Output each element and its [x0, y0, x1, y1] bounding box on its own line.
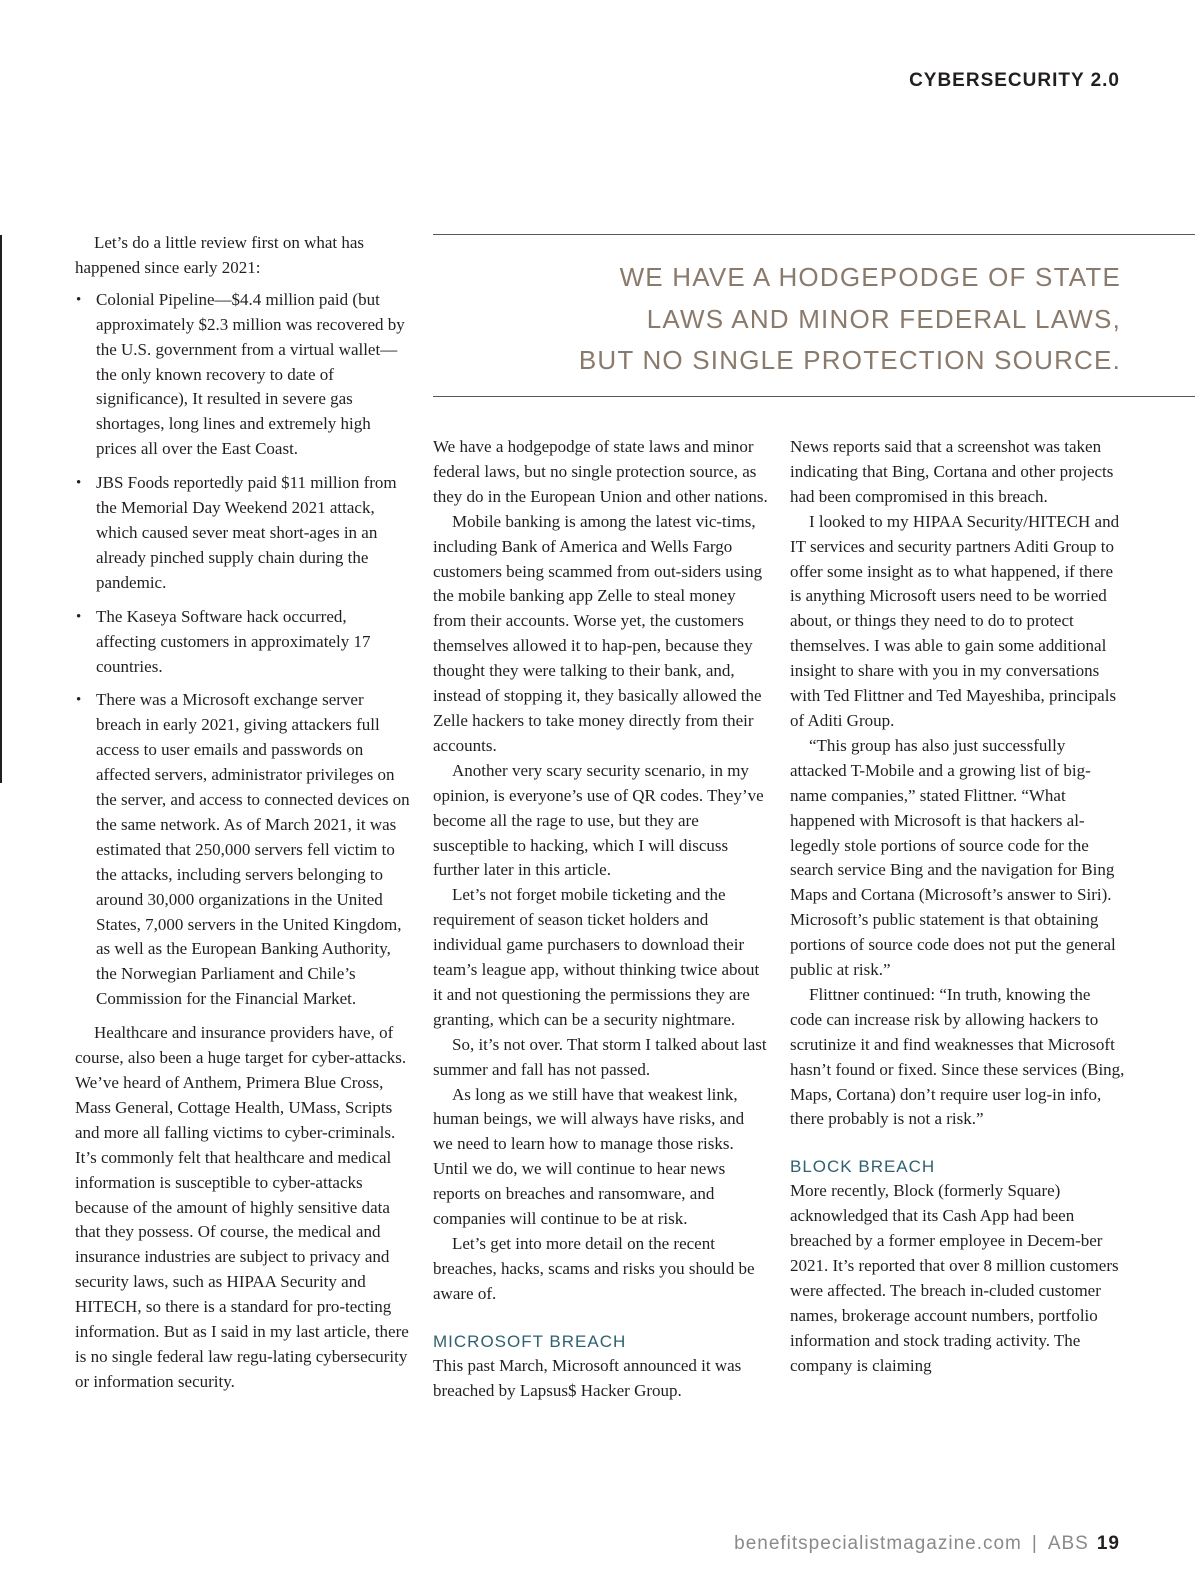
section-title: CYBERSECURITY 2.0: [909, 70, 1120, 91]
footer-publication: ABS: [1047, 1533, 1089, 1554]
body-paragraph: Another very scary security scenario, in my opinion, is everyone’s use of QR codes. They’ve become all the rage to use, but they are susceptible to hacking, which I will discuss further later in this article.: [433, 760, 764, 880]
body-paragraph: This past March, Microsoft announced it was breached by Lapsus$ Hacker Group.: [433, 1355, 742, 1400]
body-paragraph: So, it’s not over. That storm I talked about last summer and fall has not passed.: [433, 1034, 767, 1079]
body-paragraph: I looked to my HIPAA Security/HITECH and IT services and security partners Aditi Group to offer some insight as to what happened, if there is anything Microsoft users need to be worried about, or things they need to do to protect themselves. I was able to gain some additional insight to share with you in my conversations with Ted Flittner and Ted Mayeshiba, principals of Aditi Group.: [790, 511, 1120, 730]
list-item: • JBS Foods reportedly paid $11 million from the Memorial Day Weekend 2021 attack, which caused sever meat short-ages in an already pinched supply chain during the pandemic.: [75, 471, 410, 596]
list-item: • Colonial Pipeline—$4.4 million paid (but approximately $2.3 million was recovered by the U.S. government from a virtual wallet—the only known recovery to date of significance), It resulted in severe gas shortages, long lines and extremely high prices all over the East Coast.: [75, 288, 410, 462]
body-paragraph: Let’s get into more detail on the recent breaches, hacks, scams and risks you should be aware of.: [433, 1234, 755, 1303]
column-middle: [433, 435, 768, 1404]
body-paragraph: “This group has also just successfully attacked T-Mobile and a growing list of big-name companies,” stated Flittner. “What happened with Microsoft is that hackers al-legedly stole portions of source code for the search service Bing and the navigation for Bing Maps and Cortana (Microsoft’s answer to Siri). Microsoft’s public statement is that obtaining portions of source code does not put the general public at risk.”: [790, 735, 1116, 980]
body-paragraph: More recently, Block (formerly Square) acknowledged that its Cash App had been breached by a former employee in Decem-ber 2021. It’s reported that over 8 million customers were affected. The breach in-cluded customer names, brokerage account numbers, portfolio information and stock trading activity. The company is claiming: [790, 1181, 1119, 1375]
subhead-block-breach: BLOCK BREACH: [790, 1157, 936, 1177]
pull-quote-text: WE HAVE A HODGEPODGE OF STATE LAWS AND MINOR FEDERAL LAWS, BUT NO SINGLE PROTECTION SOURCE.: [578, 262, 1121, 375]
body-paragraph: News reports said that a screenshot was taken indicating that Bing, Cortana and other projects had been compromised in this breach.: [790, 437, 1114, 506]
incident-list: [75, 288, 410, 1012]
page-footer: [734, 1533, 1120, 1555]
footer-separator: |: [1031, 1533, 1038, 1554]
column-right: [790, 435, 1125, 1379]
column-left: [75, 231, 410, 1395]
intro-paragraph: Let’s do a little review first on what has happened since early 2021:: [75, 233, 365, 277]
page-number: 19: [1096, 1533, 1120, 1554]
body-paragraph: Mobile banking is among the latest vic-tims, including Bank of America and Wells Fargo customers being scammed from out-siders using the mobile banking app Zelle to steal money from their accounts. Worse yet, the customers themselves allowed it to hap-pen, because they thought they were talking to their bank, and, instead of stopping it, they basically allowed the Zelle hackers to take money directly from their accounts.: [433, 511, 763, 755]
body-paragraph: Flittner continued: “In truth, knowing the code can increase risk by allowing hackers to scrutinize it and find weaknesses that Microsoft hasn’t found or fixed. Since these services (Bing, Maps, Cortana) don’t require user log-in info, there probably is not a risk.”: [790, 984, 1125, 1129]
body-paragraph: We have a hodgepodge of state laws and minor federal laws, but no single protection source, as they do in the European Union and other nations.: [433, 437, 768, 506]
body-paragraph: Let’s not forget mobile ticketing and the requirement of season ticket holders and individual game purchasers to download their team’s league app, without thinking twice about it and not questioning the permissions they are granting, which can be a security nightmare.: [433, 885, 760, 1029]
footer-site-url: benefitspecialistmagazine.com: [734, 1533, 1022, 1554]
body-paragraph: Healthcare and insurance providers have, of course, also been a huge target for cyber-attacks. We’ve heard of Anthem, Primera Blue Cross, Mass General, Cottage Health, UMass, Scripts and more all falling victims to cyber-criminals. It’s commonly felt that healthcare and medical information is susceptible to cyber-attacks because of the amount of highly sensitive data that they possess. Of course, the medical and insurance industries are subject to privacy and security laws, such as HIPAA Security and HITECH, so there is a standard for pro-tecting information. But as I said in my last article, there is no single federal law regu-lating cybersecurity or information security.: [75, 1023, 409, 1391]
list-item: • The Kaseya Software hack occurred, affecting customers in approximately 17 countries.: [75, 605, 410, 680]
list-item: • There was a Microsoft exchange server breach in early 2021, giving attackers full access to user emails and passwords on affected servers, administrator privileges on the server, and access to connected devices on the same network. As of March 2021, it was estimated that 250,000 servers fell victim to the attacks, including servers belonging to around 30,000 organizations in the United States, 7,000 servers in the United Kingdom, as well as the European Banking Authority, the Norwegian Parliament and Chile’s Commission for the Financial Market.: [75, 688, 410, 1012]
pull-quote: [433, 234, 1195, 397]
left-margin-rule: [0, 235, 2, 783]
subhead-microsoft-breach: MICROSOFT BREACH: [433, 1331, 627, 1351]
body-paragraph: As long as we still have that weakest link, human beings, we will always have risks, and we need to learn how to manage those risks. Until we do, we will continue to hear news reports on breaches and ransomware, and companies will continue to be at risk.: [433, 1084, 745, 1229]
